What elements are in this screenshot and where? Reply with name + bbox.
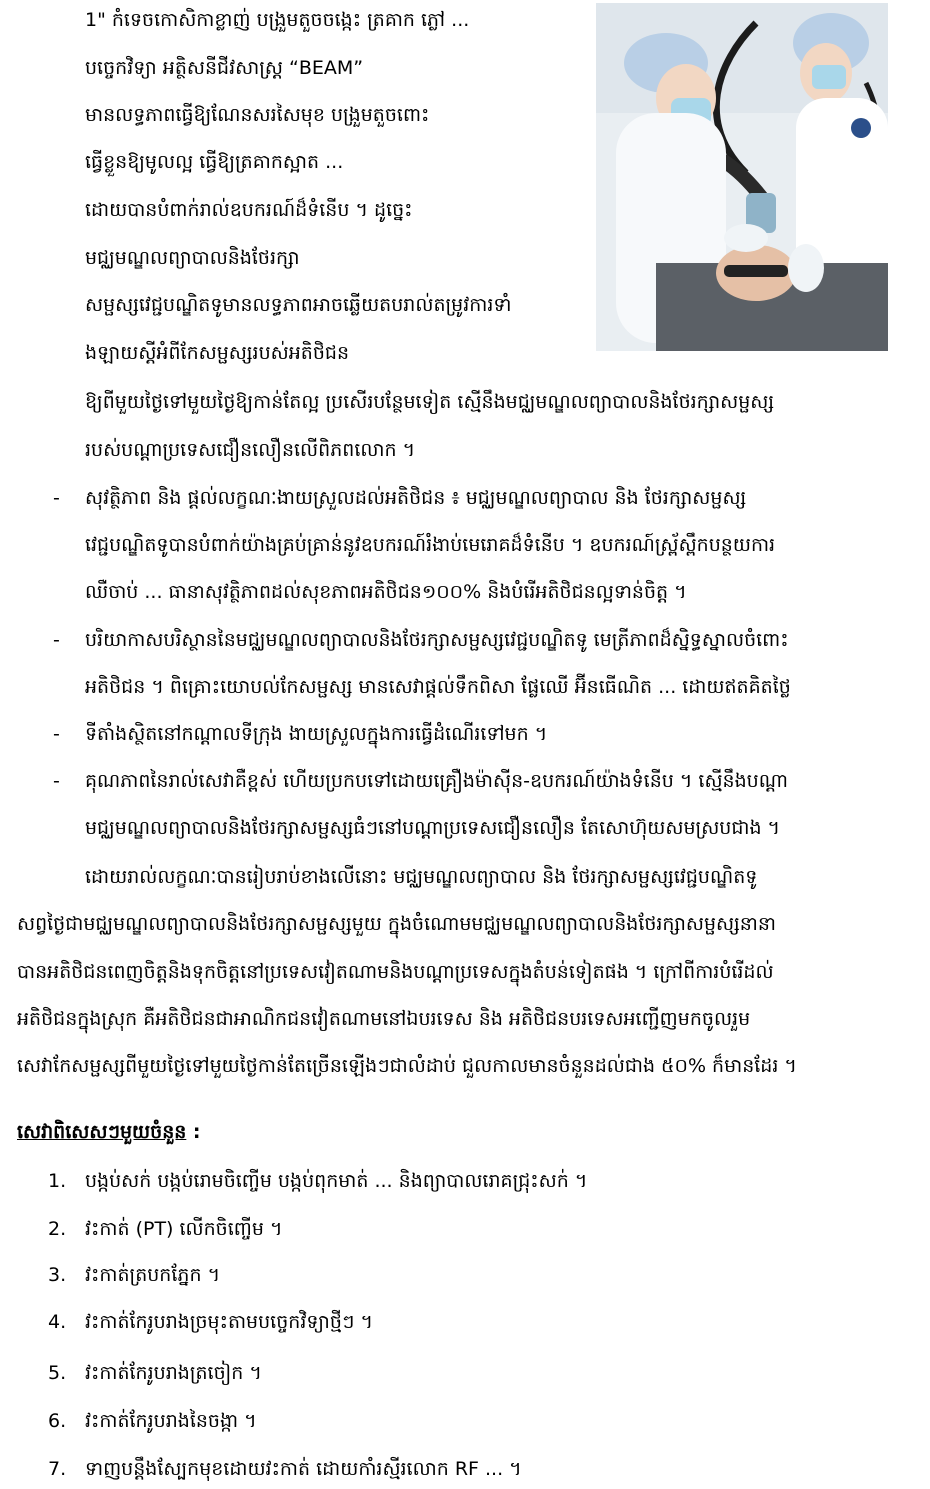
intro-line: ឱ្យពីមួយថ្ងៃទៅមួយថ្ងៃឱ្យកាន់តែល្អ ប្រសើរបន្ថែមទៀត ស្មើនឹងមជ្ឈមណ្ឌលព្យាបាលនិងថែរក្សាសម្ផស្ស [85,391,775,413]
bullet-line: សុវត្ថិភាព និង ផ្តល់លក្ខណៈងាយស្រួលដល់អតិថិជន ៖ មជ្ឈមណ្ឌលព្យាបាល និង ថែរក្សាសម្ផស្ស [85,487,747,509]
intro-line: ងឡាយស្តីអំពីកែសម្ផស្សរបស់អតិថិជន [85,342,350,364]
bullet-line: គុណភាពនៃរាល់សេវាគឺខ្ពស់ ហើយប្រកបទៅដោយគ្រឿងម៉ាស៊ីន-ឧបករណ៍យ៉ាងទំនើប ។ ស្មើនឹងបណ្តា [85,770,788,792]
summary-line: អតិថិជនក្នុងស្រុក គឺអតិថិជនជាអាណិកជនវៀតណាមនៅឯបរទេស និង អតិថិជនបរទេសអញ្ជើញមកចូលរួម [17,1008,751,1030]
bullet-line: បរិយាកាសបរិស្ថាននៃមជ្ឈមណ្ឌលព្យាបាលនិងថែរក្សាសម្ផស្សវេជ្ជបណ្ឌិតទូ មេត្រីភាពដ៏ស្និទ្ធស្នាលចំពោះ [85,629,789,651]
service-item: វះកាត់កែរូបរាងនៃចង្កា ។ [85,1410,257,1432]
bullet-dash: - [53,629,60,651]
bullet-line: ឈឺចាប់ ... ធានាសុវត្ថិភាពដល់សុខភាពអតិថិជន១០០% និងបំរើអតិថិជនល្អទាន់ចិត្ត ។ [85,581,687,603]
intro-line: 1" កំទេចកោសិកាខ្លាញ់ បង្រួមតួចចង្កេះ ត្រគាក ភ្លៅ ... [85,9,470,31]
summary-line: បានអតិថិជនពេញចិត្តនិងទុកចិត្តនៅប្រទេសវៀតណាមនិងបណ្តាប្រទេសក្នុងតំបន់ទៀតផង ។ ក្រៅពីការបំរើដល់ [17,961,774,983]
service-item: វះកាត់កែរូបរាងត្រចៀក ។ [85,1362,262,1384]
service-item: ទាញបន្តឹងស្បែកមុខដោយវះកាត់ ដោយកាំរស្មីរលោក RF ... ។ [85,1458,522,1480]
intro-line: មានលទ្ធភាពធ្វើឱ្យណែនសរសៃមុខ បង្រួមតួចពោះ [85,104,430,126]
service-number: 1. [48,1170,67,1192]
intro-line: ធ្វើខ្លួនឱ្យមូលល្អ ធ្វើឱ្យត្រគាកស្អាត ... [85,151,344,173]
bullet-dash: - [53,770,60,792]
service-number: 5. [48,1362,67,1384]
service-number: 4. [48,1311,67,1333]
clinic-procedure-photo [596,3,888,351]
bullet-line: ទីតាំងស្ថិតនៅកណ្តាលទីក្រុង ងាយស្រួលក្នុងការធ្វើដំណើរទៅមក ។ [85,723,548,745]
summary-line: ដោយរាល់លក្ខណៈបានរៀបរាប់ខាងលើនោះ មជ្ឈមណ្ឌលព្យាបាល និង ថែរក្សាសម្ផស្សវេជ្ជបណ្ឌិតទូ [85,866,758,888]
service-item: បង្កប់សក់ បង្កប់រោមចិញ្ចើម បង្កប់ពុកមាត់ ... និងព្យាបាលរោគជ្រុះសក់ ។ [85,1170,588,1192]
intro-line: របស់បណ្តាប្រទេសជឿនលឿនលើពិភពលោក ។ [85,439,416,461]
summary-line: សព្វថ្ងៃជាមជ្ឈមណ្ឌលព្យាបាលនិងថែរក្សាសម្ផស្សមួយ ក្នុងចំណោមមជ្ឈមណ្ឌលព្យាបាលនិងថែរក្សាសម្ផស្សនានា [17,913,776,935]
service-item: វះកាត់កែរូបរាងច្រមុះតាមបច្ចេកវិទ្យាថ្មីៗ ។ [85,1311,373,1333]
services-heading [17,1116,201,1148]
service-number: 2. [48,1218,67,1240]
bullet-dash: - [53,723,60,745]
service-number: 7. [48,1458,67,1480]
service-item: វះកាត់ត្របកភ្នែក ។ [85,1264,221,1286]
intro-line: សម្ផស្សវេជ្ជបណ្ឌិតទូមានលទ្ធភាពអាចឆ្លើយតបរាល់តម្រូវការទាំ [85,294,512,316]
bullet-dash: - [53,487,60,509]
intro-line: មជ្ឈមណ្ឌលព្យាបាលនិងថែរក្សា [85,247,300,269]
summary-line: សេវាកែសម្ផស្សពីមួយថ្ងៃទៅមួយថ្ងៃកាន់តែច្រើនឡើងៗជាលំដាប់ ជួលកាលមានចំនួនដល់ជាង ៥០% ក៏មានដែរ ។ [17,1055,797,1077]
service-item: វះកាត់ (PT) លើកចិញ្ចើម ។ [85,1218,283,1240]
service-number: 3. [48,1264,67,1286]
bullet-line: វេជ្ជបណ្ឌិតទូបានបំពាក់យ៉ាងគ្រប់គ្រាន់នូវឧបករណ៍រំងាប់មេរោគដ៏ទំនើប ។ ឧបករណ៍ស្រ្ព័ស្ពឹកបន្ថយការ [85,534,776,556]
intro-line: បច្ចេកវិទ្យា អត្ថិសនីជីវសាស្ត្រ “BEAM” [85,57,364,79]
intro-line: ដោយបានបំពាក់រាល់ឧបករណ៍ដ៏ទំនើប ។ ដូច្នេះ [85,199,413,221]
bullet-line: មជ្ឈមណ្ឌលព្យាបាលនិងថែរក្សាសម្ផស្សធំៗនៅបណ្តាប្រទេសជឿនលឿន តែសោហ៊ុយសមស្របជាង ។ [85,817,781,839]
bullet-line: អតិថិជន ។ ពិគ្រោះយោបល់កែសម្ផស្ស មានសេវាផ្តល់ទឹកពិសា ផ្លែឈើ អ៊ីនធើណិត ... ដោយឥតគិតថ្លៃ [85,676,791,698]
service-number: 6. [48,1410,67,1432]
services-heading-colon: : [186,1121,201,1143]
services-heading-text: សេវាពិសេសៗមួយចំនួន [17,1121,187,1143]
